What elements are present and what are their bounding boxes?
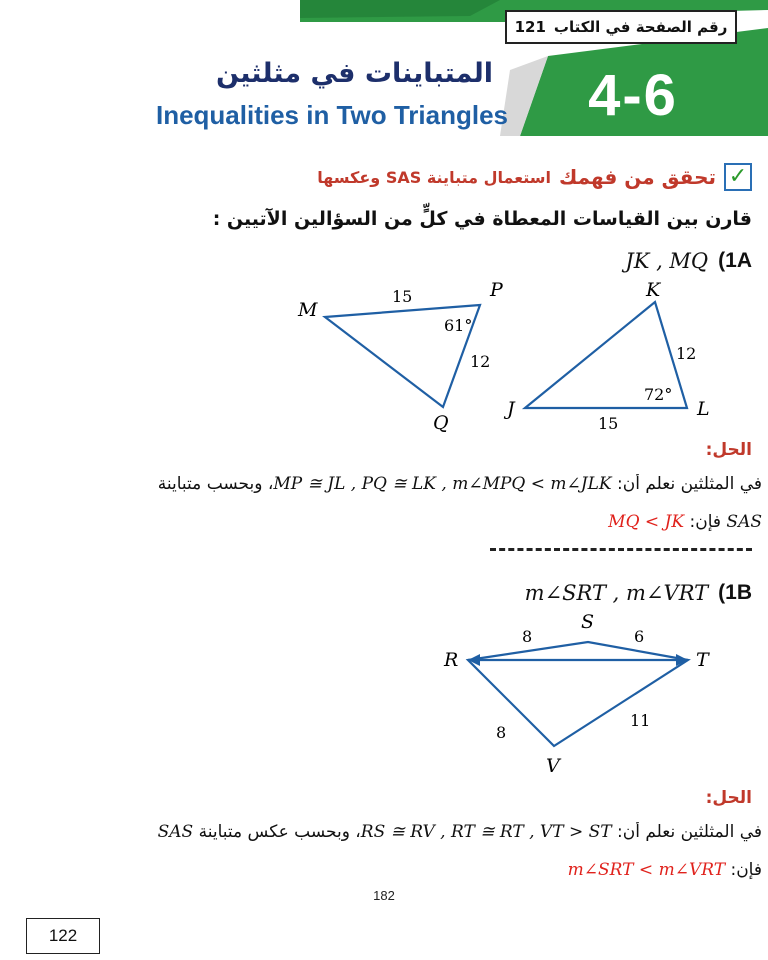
side-pq-label: 12: [470, 352, 491, 371]
side-kl-label: 12: [676, 344, 697, 363]
book-page-box: 122: [26, 918, 100, 954]
lesson-title-english: Inequalities in Two Triangles: [155, 100, 508, 130]
vertex-j: J: [507, 398, 515, 420]
book-page-reference: [505, 10, 737, 44]
check-understanding-heading: [317, 162, 752, 192]
vertex-q: Q: [433, 412, 449, 434]
page-ref-label: رقم الصفحة في الكتاب: [553, 18, 728, 36]
vertex-r: R: [444, 649, 459, 671]
angle-p-label: 61°: [444, 316, 473, 335]
vertex-l: L: [697, 398, 710, 420]
solution-1b-result: m∠SRT < m∠VRT: [567, 860, 726, 880]
lesson-number: 4-6: [588, 63, 678, 128]
solution-1a-line2: SAS فإن: MQ < JK: [608, 512, 762, 532]
solution-1b-congruence: RS ≅ RV , RT ≅ RT , VT > ST: [360, 822, 612, 842]
dashed-divider: [490, 548, 752, 551]
side-rs-label: 8: [522, 627, 533, 646]
solution-1a-congruence: MP ≅ JL , PQ ≅ LK , m∠MPQ < m∠JLK: [273, 474, 612, 494]
side-vt-label: 11: [630, 711, 651, 730]
vertex-k: K: [646, 279, 661, 301]
figure-1a: [280, 276, 740, 436]
question-1b-label: [525, 578, 752, 608]
side-mp-label: 15: [392, 287, 413, 306]
lesson-title-arabic: المتباينات في مثلثين: [215, 58, 493, 89]
question-1a-label: [625, 246, 752, 276]
solution-1b-heading: الحل:: [705, 788, 752, 808]
checkmark-icon: ✓: [724, 163, 752, 191]
question-1b-expression: m∠SRT , m∠VRT: [524, 581, 709, 605]
vertex-m: M: [298, 299, 318, 321]
figure-1b: [430, 606, 730, 778]
intro-instruction: قارن بين القياسات المعطاة في كلٍّ من السؤالين الآتيين :: [212, 208, 752, 230]
side-st-label: 6: [634, 627, 645, 646]
vertex-v: V: [546, 755, 560, 777]
question-1b-number: (1B: [718, 581, 752, 604]
page-number: 182: [373, 888, 395, 903]
vertex-t: T: [696, 649, 709, 671]
solution-1a-line1: في المثلثين نعلم أن: MP ≅ JL , PQ ≅ LK , m∠MPQ < m∠JLK، وبحسب متباينة: [157, 474, 762, 494]
page-ref-number: 121: [514, 18, 546, 36]
solution-1a-result: MQ < JK: [608, 512, 685, 532]
vertex-s: S: [581, 611, 595, 633]
solution-1b-line1: في المثلثين نعلم أن: RS ≅ RV , RT ≅ RT , VT > ST، وبحسب عكس متباينة SAS: [157, 822, 762, 842]
solution-1b-line2: فإن: m∠SRT < m∠VRT: [567, 860, 762, 880]
question-1a-expression: JK , MQ: [625, 249, 709, 273]
question-1a-number: (1A: [718, 249, 752, 272]
side-rv-label: 8: [496, 723, 507, 742]
side-jl-label: 15: [598, 414, 619, 433]
vertex-p: P: [490, 279, 503, 301]
check-label: تحقق من فهمك: [559, 165, 716, 189]
solution-1a-heading: الحل:: [705, 440, 752, 460]
angle-l-label: 72°: [644, 385, 673, 404]
check-topic: استعمال متباينة SAS وعكسها: [317, 167, 552, 187]
